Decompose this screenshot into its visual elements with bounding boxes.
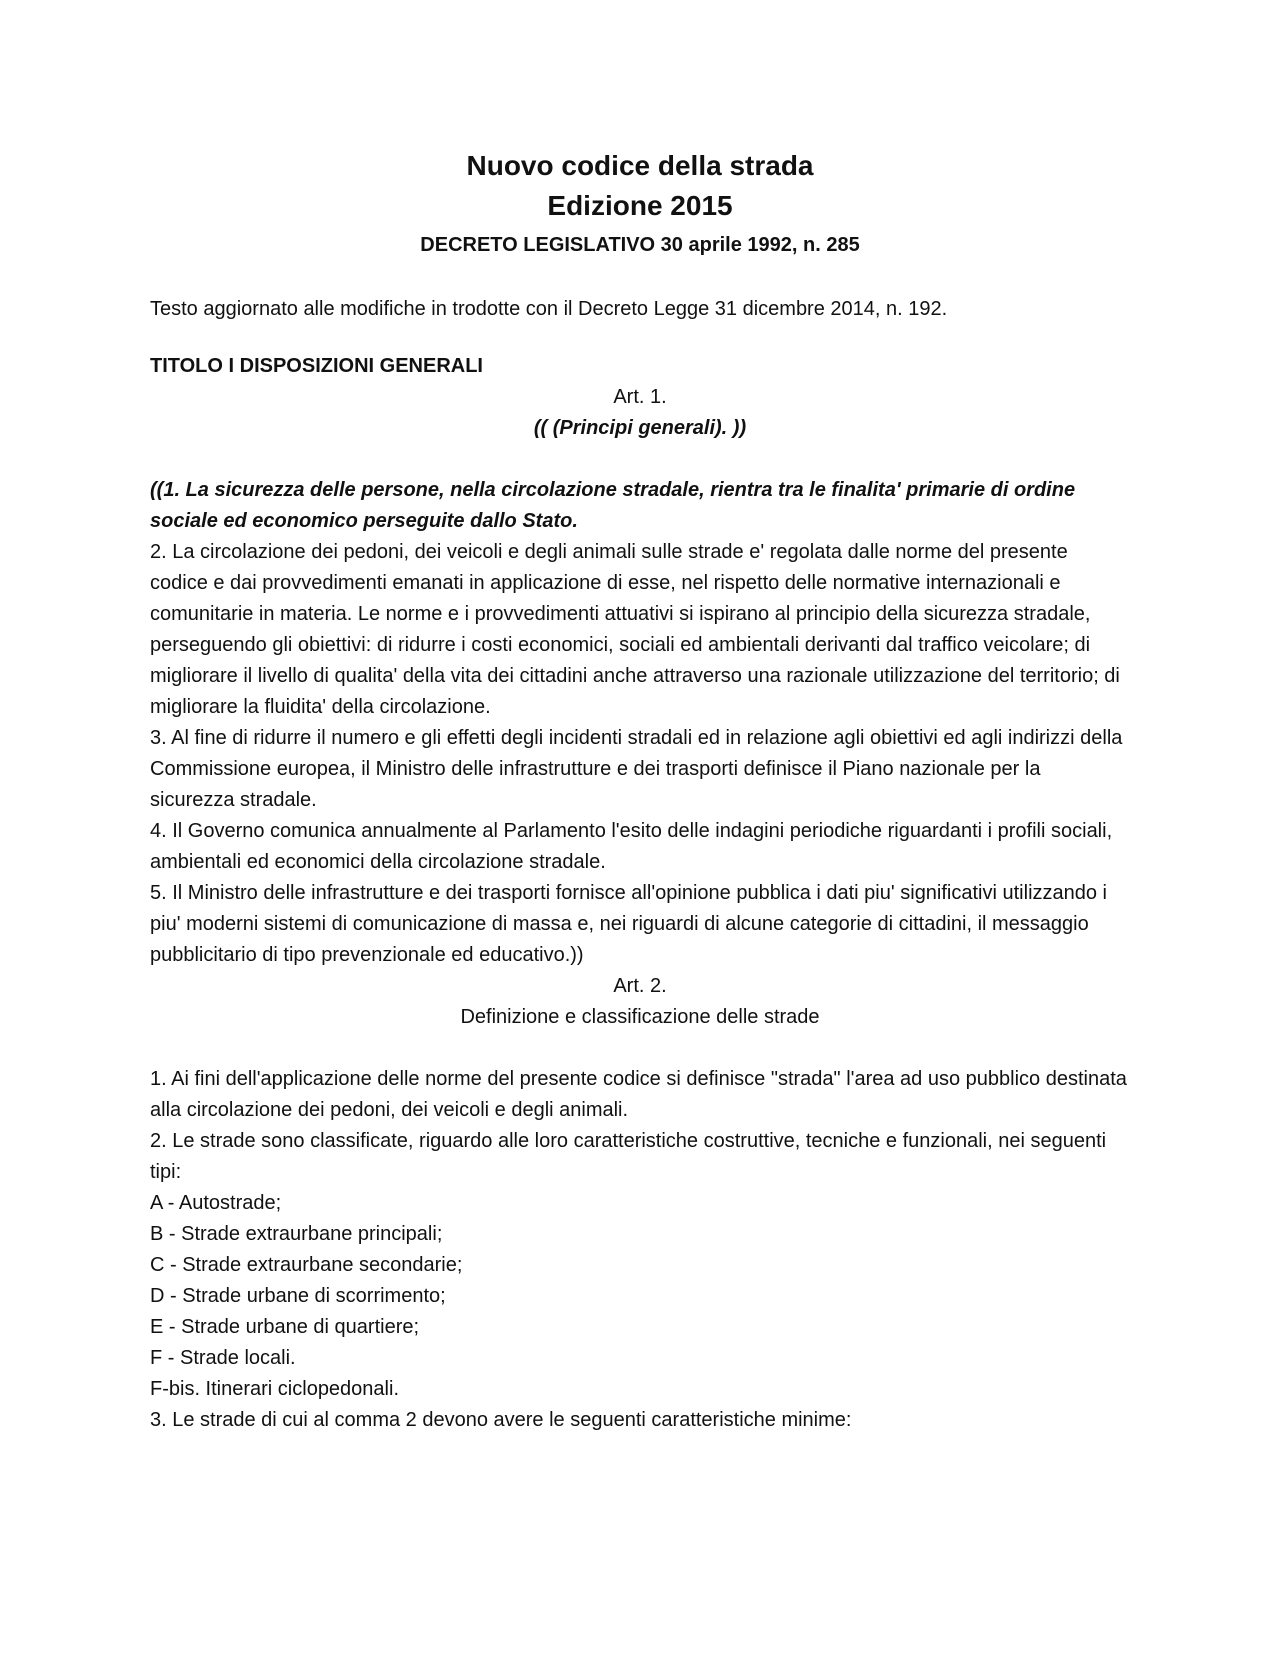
article-2-paragraph-2: 2. Le strade sono classificate, riguardo alle loro caratteristiche costruttive, tecniche e funzionali, nei seguenti tipi: <box>150 1130 1107 1183</box>
article-2 <box>150 971 1130 1436</box>
update-note: Testo aggiornato alle modifiche in trodotte con il Decreto Legge 31 dicembre 2014, n. 192. <box>150 298 948 320</box>
road-type-b: B - Strade extraurbane principali; <box>150 1223 443 1245</box>
document-content <box>150 146 1130 1436</box>
spacer <box>150 444 1130 475</box>
article-1-paragraph-1: ((1. La sicurezza delle persone, nella circolazione stradale, rientra tra le finalita' primarie di ordine sociale ed economico perseguite dallo Stato. <box>150 479 1076 532</box>
article-2-paragraph-3: 3. Le strade di cui al comma 2 devono avere le seguenti caratteristiche minime: <box>150 1409 852 1431</box>
article-1-paragraph-5: 5. Il Ministro delle infrastrutture e dei trasporti fornisce all'opinione pubblica i dati piu' significativi utilizzando i piu' moderni sistemi di comunicazione di massa e, nei riguardi di alcune categorie di cittadini, il messaggio pubblicitario di tipo prevenzionale ed educativo.)) <box>150 882 1108 966</box>
title-line-2: Edizione 2015 <box>547 190 733 221</box>
road-type-e: E - Strade urbane di quartiere; <box>150 1316 420 1338</box>
section-title: TITOLO I DISPOSIZIONI GENERALI <box>150 355 483 377</box>
article-1-paragraph-4: 4. Il Governo comunica annualmente al Parlamento l'esito delle indagini periodiche riguardanti i profili sociali, ambientali ed economici della circolazione stradale. <box>150 820 1113 873</box>
road-type-a: A - Autostrade; <box>150 1192 282 1214</box>
decree-subtitle: DECRETO LEGISLATIVO 30 aprile 1992, n. 285 <box>420 234 860 256</box>
article-1 <box>150 382 1130 971</box>
article-2-label: Art. 2. <box>613 975 667 997</box>
article-1-paragraph-2: 2. La circolazione dei pedoni, dei veicoli e degli animali sulle strade e' regolata dalle norme del presente codice e dai provvedimenti emanati in applicazione di esse, nel rispetto delle normative internazionali e comunitarie in materia. Le norme e i provvedimenti attuativi si ispirano al principio della sicurezza stradale, perseguendo gli obiettivi: di ridurre i costi economici, sociali ed ambientali derivanti dal traffico veicolare; di migliorare il livello di qualita' della vita dei cittadini anche attraverso una razionale utilizzazione del territorio; di migliorare la fluidita' della circolazione. <box>150 541 1120 718</box>
spacer <box>150 1033 1130 1064</box>
article-2-title: Definizione e classificazione delle strade <box>460 1006 820 1028</box>
article-2-paragraph-1: 1. Ai fini dell'applicazione delle norme del presente codice si definisce "strada" l'area ad uso pubblico destinata alla circolazione dei pedoni, dei veicoli e degli animali. <box>150 1068 1127 1121</box>
article-1-paragraph-3: 3. Al fine di ridurre il numero e gli effetti degli incidenti stradali ed in relazione agli obiettivi ed agli indirizzi della Commissione europea, il Ministro delle infrastrutture e dei trasporti definisce il Piano nazionale per la sicurezza stradale. <box>150 727 1123 811</box>
road-type-d: D - Strade urbane di scorrimento; <box>150 1285 446 1307</box>
road-type-f: F - Strade locali. <box>150 1347 296 1369</box>
road-type-c: C - Strade extraurbane secondarie; <box>150 1254 463 1276</box>
document-header <box>150 146 1130 260</box>
title-line-1: Nuovo codice della strada <box>466 150 814 181</box>
article-1-label: Art. 1. <box>613 386 667 408</box>
road-type-f-bis: F-bis. Itinerari ciclopedonali. <box>150 1378 399 1400</box>
article-1-title: (( (Principi generali). )) <box>533 417 747 439</box>
